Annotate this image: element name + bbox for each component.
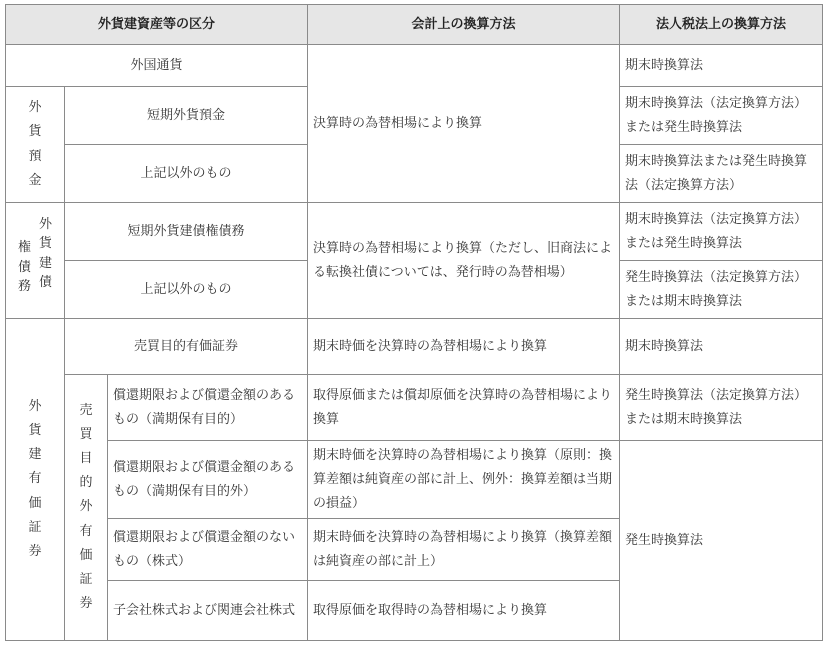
cash-accounting-method: 決算時の為替相場により換算 — [308, 45, 620, 203]
deposit-short-tax-method: 期末時換算法（法定換算方法）または発生時換算法 — [620, 87, 823, 145]
stocks-label: 償還期限および償還金額のないもの（株式） — [108, 519, 308, 581]
currency-label: 外国通貨 — [6, 45, 308, 87]
other-redeemable-label: 償還期限および償還金額のあるもの（満期保有目的外） — [108, 441, 308, 519]
trading-tax-method: 期末時換算法 — [620, 319, 823, 375]
table-row — [6, 375, 823, 441]
securities-group-label: 外 貨 建 有 価 証 券 — [6, 319, 65, 641]
table-row — [6, 441, 823, 519]
stocks-accounting-method: 期末時価を決算時の為替相場により換算（換算差額は純資産の部に計上） — [308, 519, 620, 581]
currency-tax-method: 期末時換算法 — [620, 45, 823, 87]
table-row — [6, 319, 823, 375]
trading-label: 売買目的有価証券 — [65, 319, 308, 375]
header-category: 外貨建資産等の区分 — [6, 5, 308, 45]
held-to-maturity-tax-method: 発生時換算法（法定換算方法）または期末時換算法 — [620, 375, 823, 441]
held-to-maturity-label: 償還期限および償還金額のあるもの（満期保有目的） — [108, 375, 308, 441]
table-row — [6, 203, 823, 261]
deposit-other-tax-method: 期末時換算法または発生時換算法（法定換算方法） — [620, 145, 823, 203]
header-accounting: 会計上の換算方法 — [308, 5, 620, 45]
subsidiary-accounting-method: 取得原価を取得時の為替相場により換算 — [308, 581, 620, 641]
receivable-short-label: 短期外貨建債権債務 — [65, 203, 308, 261]
header-row — [6, 5, 823, 45]
trading-accounting-method: 期末時価を決算時の為替相場により換算 — [308, 319, 620, 375]
other-redeemable-accounting-method: 期末時価を決算時の為替相場により換算（原則：換算差額は純資産の部に計上、例外：換算差額は当期の損益） — [308, 441, 620, 519]
receivable-accounting-method: 決算時の為替相場により換算（ただし、旧商法による転換社債については、発行時の為替相場） — [308, 203, 620, 319]
securities-sub-group-label: 売 買 目 的 外 有 価 証 券 — [65, 375, 108, 641]
deposit-short-label: 短期外貨預金 — [65, 87, 308, 145]
securities-tax-method: 発生時換算法 — [620, 441, 823, 641]
held-to-maturity-accounting-method: 取得原価または償却原価を決算時の為替相場により換算 — [308, 375, 620, 441]
table-row — [6, 45, 823, 87]
deposit-group-label: 外 貨 預 金 — [6, 87, 65, 203]
receivable-group-label: 権 債 務 外 貨 建 債 — [6, 203, 65, 319]
receivable-other-tax-method: 発生時換算法（法定換算方法）または期末時換算法 — [620, 261, 823, 319]
receivable-short-tax-method: 期末時換算法（法定換算方法）または発生時換算法 — [620, 203, 823, 261]
receivable-other-label: 上記以外のもの — [65, 261, 308, 319]
subsidiary-label: 子会社株式および関連会社株式 — [108, 581, 308, 641]
deposit-other-label: 上記以外のもの — [65, 145, 308, 203]
header-tax: 法人税法上の換算方法 — [620, 5, 823, 45]
fx-conversion-table — [5, 4, 823, 641]
